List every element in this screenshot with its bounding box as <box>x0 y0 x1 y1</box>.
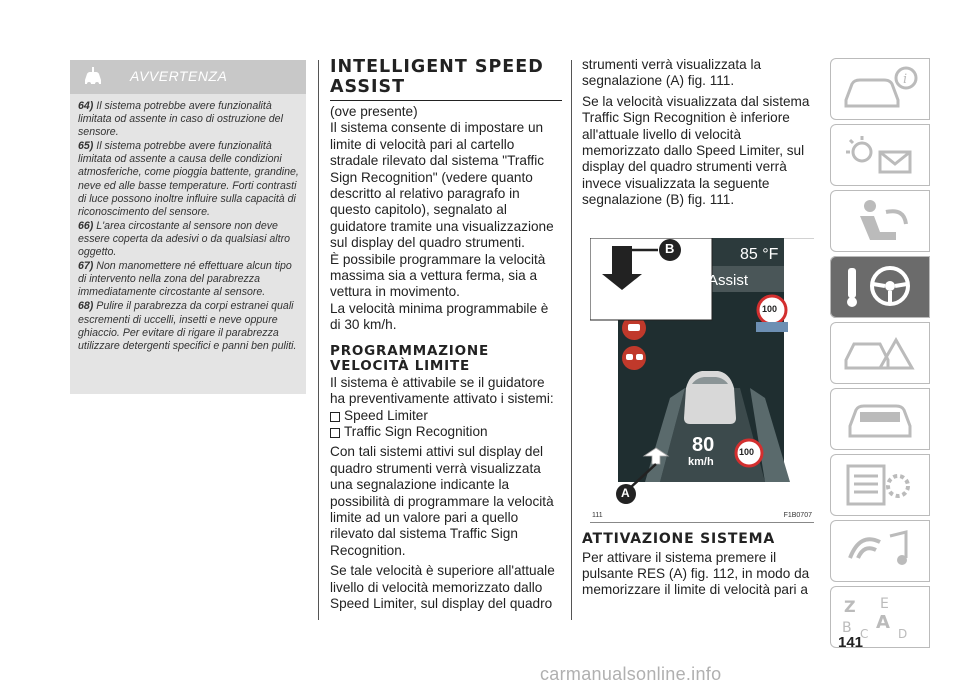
paragraph: Per attivare il sistema premere il pulsante RES (A) fig. 112, in modo da memorizzare il limite di velocità pari a <box>582 549 810 598</box>
tab-safety[interactable] <box>830 190 930 252</box>
warning-title: AVVERTENZA <box>130 68 228 84</box>
svg-text:Z: Z <box>844 597 856 616</box>
figure-111 <box>590 238 814 510</box>
svg-text:E: E <box>880 596 889 612</box>
paragraph: Il sistema è attivabile se il guidatore ha preventivamente attivato i sistemi: <box>330 374 554 407</box>
paragraph: Il sistema consente di impostare un limite di velocità pari al cartello stradale rilevato dal sistema "Traffic Sign Recognition" (vedere quanto descritto al relativo paragrafo in questo capitolo), segnalato al guidatore tramite una visualizzazione sul display del quadro strumenti. <box>330 120 554 251</box>
speed-value: 80 <box>692 434 715 456</box>
car-warning-icon <box>82 66 104 88</box>
paragraph: strumenti verrà visualizzata la segnalazione (A) fig. 111. <box>582 57 762 89</box>
watermark: carmanualsonline.info <box>540 664 722 684</box>
assist-label: Assist <box>708 272 749 289</box>
tab-dashboard[interactable] <box>830 58 930 120</box>
tab-warnings[interactable] <box>830 124 930 186</box>
lights-message-icon <box>840 132 920 178</box>
page-number: 141 <box>838 634 864 651</box>
warning-text <box>78 100 302 354</box>
multimedia-icon <box>840 528 920 574</box>
svg-text:A: A <box>876 612 890 633</box>
figure-number: 111 <box>592 512 603 519</box>
paragraph: Se tale velocità è superiore all'attuale livello di velocità memorizzato dallo Speed Limiter, sul display del quadro <box>330 563 555 611</box>
seat-airbag-icon <box>840 198 920 244</box>
subsection-title: PROGRAMMAZIONE VELOCITÀ LIMITE <box>330 342 490 375</box>
gear-readout: 6 <box>702 242 710 258</box>
svg-text:C: C <box>860 627 869 640</box>
tab-emergency[interactable] <box>830 322 930 384</box>
key-steering-icon <box>840 264 920 310</box>
paragraph: Se la velocità visualizzata dal sistema Traffic Sign Recognition è inferiore all'attuale livello di velocità memorizzato dallo Speed Limiter, sul display del quadro strumenti verrà invece visualizzata la seguente segnalazione (B) fig. 111. <box>582 93 810 208</box>
column-divider <box>571 60 572 620</box>
paragraph: (ove presente) <box>330 104 418 119</box>
title-rule <box>330 100 562 101</box>
paragraph: Con tali sistemi attivi sul display del quadro strumenti verrà visualizzata una segnalazione indicante la possibilità di programmare la velocità limite ad un valore pari a quello rilevato dal sistema Traffic Sign Recognition. <box>330 444 554 558</box>
tab-starting-driving[interactable] <box>830 256 930 318</box>
tab-maintenance[interactable] <box>830 388 930 450</box>
car-service-icon <box>840 396 920 442</box>
column-middle <box>330 57 562 612</box>
tab-technical-data[interactable] <box>830 454 930 516</box>
column-right-bottom <box>582 532 816 599</box>
breakdown-icon <box>840 330 920 376</box>
paragraph: La velocità minima programmabile è di 30 km/h. <box>330 300 549 333</box>
temperature-readout: 85 °F <box>740 246 779 263</box>
warning-item: 64) Il sistema potrebbe avere funzionalità limitata od assente in caso di ostruzione del sensore. <box>78 100 283 139</box>
arrow-down-icon <box>612 246 632 274</box>
warning-header <box>70 60 306 94</box>
column-right <box>582 57 816 209</box>
bullet-item: Speed Limiter <box>330 408 562 424</box>
figure-code: F1B0707 <box>783 512 812 519</box>
warning-item: 66) L'area circostante al sensore non deve essere coperta da adesivi o da qualsiasi altro oggetto. <box>78 219 290 259</box>
tab-multimedia[interactable] <box>830 520 930 582</box>
subsection-title: ATTIVAZIONE SISTEMA <box>582 531 775 547</box>
figure-rule <box>590 522 814 523</box>
svg-text:i: i <box>903 72 908 87</box>
document-gear-icon <box>840 462 920 508</box>
sign-value: 100 <box>739 447 755 457</box>
car-info-icon <box>840 66 920 112</box>
warning-box <box>70 60 306 394</box>
svg-text:B: B <box>842 620 852 636</box>
speed-unit: km/h <box>688 456 714 468</box>
bullet-item: Traffic Sign Recognition <box>330 424 562 440</box>
warning-item: 67) Non manomettere né effettuare alcun tipo di intervento nella zona del parabrezza immediatamente circostante al sensore. <box>78 260 292 299</box>
warning-item: 65) Il sistema potrebbe avere funzionalità limitata od assente a causa delle condizioni atmosferiche, come pioggia battente, grandine, neve ed alle basse temperature. Forti contrasti di luce possono inoltre influire sulla capacità di riconoscimento del sensore. <box>78 140 299 218</box>
warning-item: 68) Pulire il parabrezza da corpi estranei quali escrementi di uccelli, insetti e neve oppure ghiaccio. Per evitare di rigare il parabrezza utilizzare detergenti specifici e panni ben puliti. <box>78 300 297 352</box>
svg-text:D: D <box>898 627 908 640</box>
sign-value: 100 <box>762 304 778 314</box>
callout-b-label: B <box>665 241 675 256</box>
section-title: INTELLIGENT SPEED ASSIST <box>330 57 544 97</box>
callout-a-label: A <box>621 486 630 500</box>
column-divider <box>318 60 319 620</box>
paragraph: È possibile programmare la velocità massima sia a vettura ferma, sia a vettura in movimento. <box>330 251 546 300</box>
